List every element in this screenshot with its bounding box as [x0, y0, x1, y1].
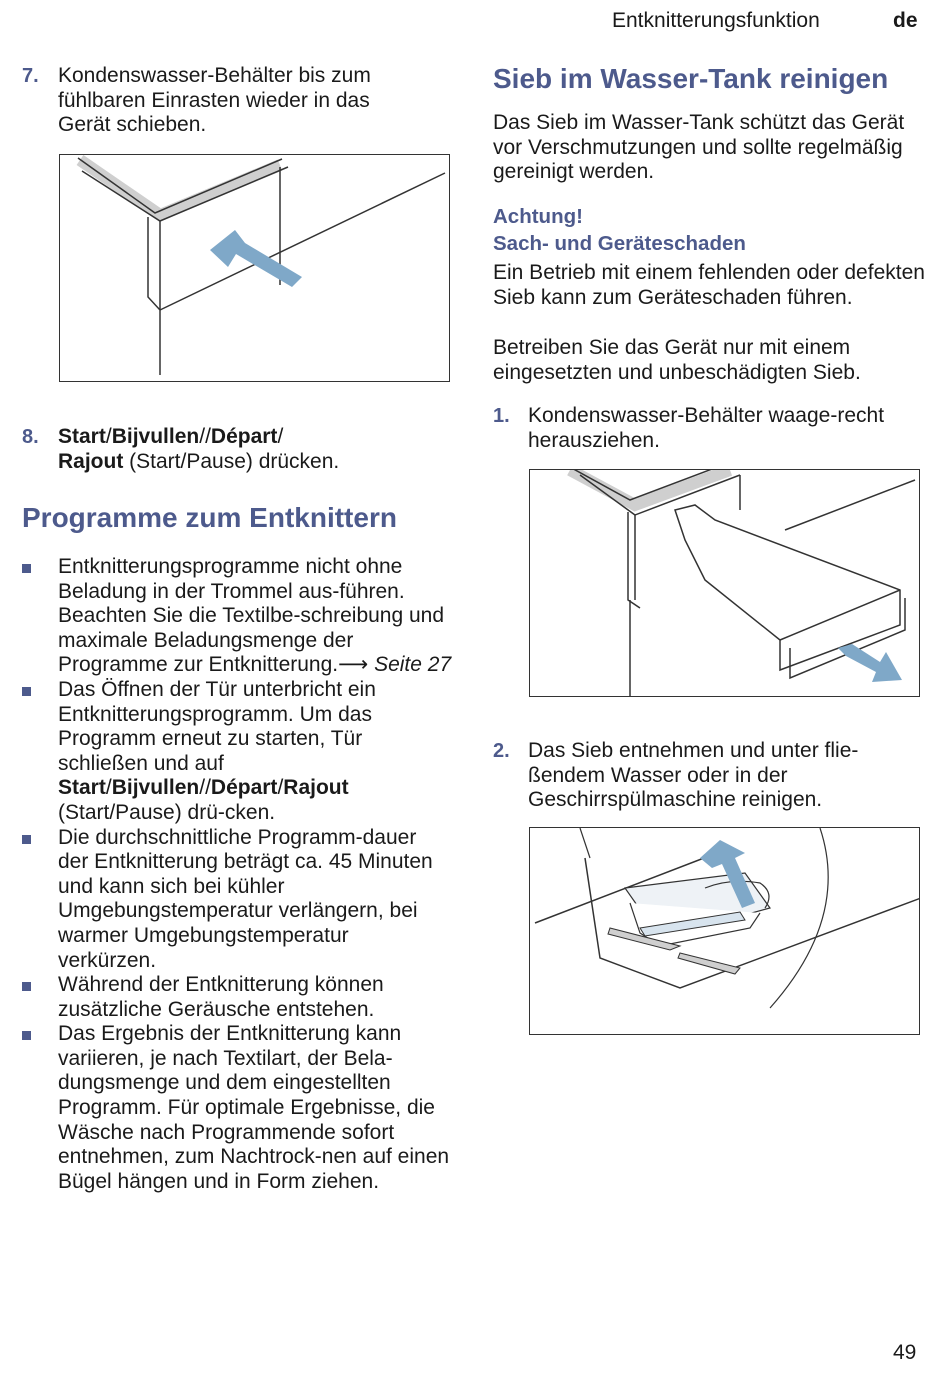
button-depart: Départ: [210, 425, 278, 448]
button-depart: Départ: [210, 776, 278, 800]
list-item: [22, 555, 452, 678]
sep: /: [277, 425, 284, 448]
button-bijvullen: Bijvullen: [111, 425, 200, 448]
list-item: [22, 678, 452, 826]
button-start: Start: [58, 776, 106, 800]
heading-programme: Programme zum Entknittern: [22, 502, 397, 533]
arrow-icon: ⟶: [338, 653, 369, 677]
bullet-square-icon: [22, 564, 31, 573]
step-8-text: [58, 425, 428, 474]
bullet-text: (Start/Pause) drü-cken.: [58, 800, 276, 824]
list-item: [22, 1022, 452, 1194]
bullet-text: Das Ergebnis der Entknitterung kann variieren, je nach Textilart, der Bela-dungsmenge und dem eingestellten Programm. Für optimale Ergebnisse, die Wäsche nach Programmende sofort entnehmen, zum Nachtrock-nen auf einen Bügel hängen und in Form ziehen.: [58, 1022, 450, 1193]
bullet-square-icon: [22, 982, 31, 991]
step-number-1: 1.: [493, 405, 510, 427]
step-number-2: 2.: [493, 740, 510, 762]
page-reference-link[interactable]: Seite 27: [368, 653, 452, 677]
warning-text-2: Betreiben Sie das Gerät nur mit einem eingesetzten und unbeschädigten Sieb.: [493, 336, 861, 384]
sep: //: [199, 425, 211, 448]
sep: /: [277, 776, 284, 800]
figure-filter-removal: [529, 827, 920, 1035]
bullet-text: Während der Entknitterung können zusätzliche Geräusche entstehen.: [58, 973, 384, 1021]
figure-insert-container: [59, 154, 450, 382]
warning-text-1: Ein Betrieb mit einem fehlenden oder defekten Sieb kann zum Geräteschaden führen.: [493, 261, 925, 309]
bullet-text: Entknitterungsprogramme nicht ohne Beladung in der Trommel aus-führen. Beachten Sie die Textilbe-schreibung und maximale Beladungsmenge der Programme zur Entknitterung.: [58, 555, 445, 677]
section-title: Entknitterungsfunktion: [612, 9, 820, 32]
list-item: [22, 973, 452, 1022]
bullet-text: Das Öffnen der Tür unterbricht ein Entknitterungsprogramm. Um das Programm erneut zu starten, Tür schließen und auf: [58, 677, 376, 775]
intro-text: Das Sieb im Wasser-Tank schützt das Gerät vor Verschmutzungen und sollte regelmäßig gereinigt werden.: [493, 111, 905, 184]
warning-subtitle: Sach- und Geräteschaden: [493, 232, 746, 255]
sep: /: [105, 425, 112, 448]
bullet-square-icon: [22, 835, 31, 844]
bullet-square-icon: [22, 1031, 31, 1040]
bullet-list: [22, 555, 452, 1194]
language-code: de: [893, 9, 918, 32]
list-item: [22, 826, 452, 974]
figure-pull-container: [529, 469, 920, 697]
bullet-text: Die durchschnittliche Programm-dauer der Entknitterung beträgt ca. 45 Minuten und kann sich bei kühler Umgebungstemperatur verlängern, bei warmer Umgebungstemperatur verkürzen.: [58, 825, 433, 972]
button-start: Start: [58, 425, 106, 448]
button-rajout: Rajout: [58, 449, 124, 473]
step-8-rest: (Start/Pause) drücken.: [123, 449, 340, 473]
bullet-square-icon: [22, 687, 31, 696]
button-rajout: Rajout: [283, 776, 349, 800]
step-7-text: Kondenswasser-Behälter bis zum fühlbaren Einrasten wieder in das Gerät schieben.: [58, 64, 371, 137]
step-number-8: 8.: [22, 426, 39, 448]
page-number: 49: [893, 1341, 917, 1364]
warning-title: Achtung!: [493, 205, 583, 228]
sep: //: [199, 776, 211, 800]
step-2-text: Das Sieb entnehmen und unter flie-ßendem Wasser oder in der Geschirrspülmaschine reinigen.: [528, 739, 859, 812]
step-1-text: Kondenswasser-Behälter waage-recht herausziehen.: [528, 404, 885, 452]
step-number-7: 7.: [22, 65, 39, 87]
button-bijvullen: Bijvullen: [111, 776, 200, 800]
heading-sieb: Sieb im Wasser-Tank reinigen: [493, 63, 889, 94]
sep: /: [105, 776, 112, 800]
